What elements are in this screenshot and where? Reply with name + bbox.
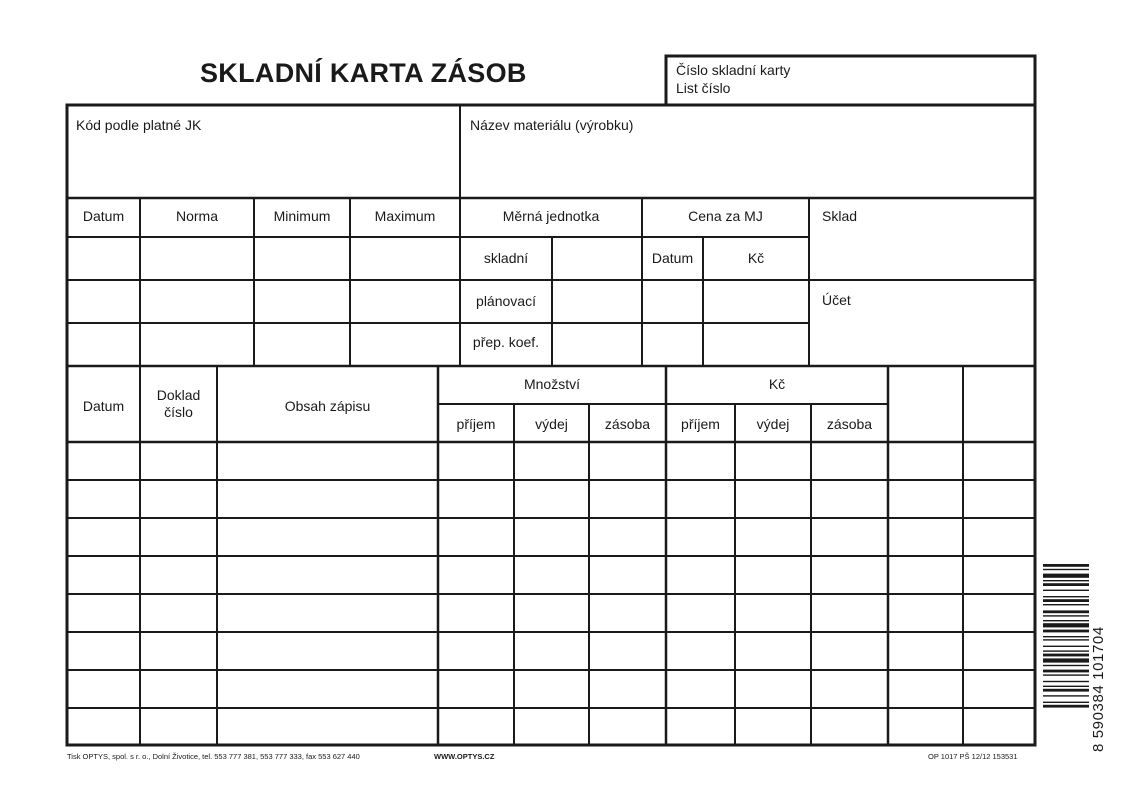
price-header: Cena za MJ bbox=[688, 208, 763, 224]
printer-info: Tisk OPTYS, spol. s r. o., Dolní Životice, tel. 553 777 381, 553 777 333, fax 553 627 440 bbox=[67, 752, 360, 761]
website-link[interactable]: WWW.OPTYS.CZ bbox=[434, 752, 495, 761]
ledger-row[interactable] bbox=[69, 520, 1033, 556]
barcode-bar bbox=[1043, 705, 1089, 708]
ledger-row[interactable] bbox=[69, 634, 1033, 670]
params-norm-header: Norma bbox=[175, 208, 218, 224]
ledger-row[interactable] bbox=[69, 672, 1033, 708]
barcode-bar bbox=[1043, 610, 1089, 613]
barcode-bar bbox=[1043, 702, 1089, 703]
barcode-bar bbox=[1043, 674, 1089, 675]
code-field[interactable] bbox=[70, 136, 458, 196]
params-minimum-header: Minimum bbox=[273, 208, 331, 224]
barcode-bar bbox=[1043, 623, 1089, 627]
quantity-stock-header: zásoba bbox=[604, 416, 651, 432]
sheet-number-label: List číslo bbox=[676, 80, 731, 96]
barcode-bar bbox=[1043, 689, 1089, 692]
ledger-row[interactable] bbox=[69, 710, 1033, 743]
barcode-bar bbox=[1043, 654, 1089, 657]
card-number-field[interactable] bbox=[800, 58, 1030, 103]
barcode-bar bbox=[1043, 695, 1089, 696]
barcode-bar bbox=[1043, 658, 1089, 662]
barcode-bar bbox=[1043, 665, 1089, 666]
params-date-header: Datum bbox=[82, 208, 125, 224]
barcode-bar bbox=[1043, 574, 1089, 578]
barcode-bars bbox=[1043, 562, 1089, 752]
barcode-bar bbox=[1043, 564, 1089, 567]
barcode-bar bbox=[1043, 646, 1089, 647]
unit-row-warehouse: skladní bbox=[483, 250, 529, 266]
barcode-bar bbox=[1043, 630, 1089, 633]
ledger-row[interactable] bbox=[69, 482, 1033, 518]
quantity-issue-header: výdej bbox=[535, 416, 568, 432]
barcode-bar bbox=[1043, 596, 1089, 597]
price-czk-header: Kč bbox=[747, 250, 765, 266]
material-name-label: Název materiálu (výrobku) bbox=[470, 117, 634, 133]
account-label: Účet bbox=[822, 292, 851, 308]
unit-header: Měrná jednotka bbox=[502, 208, 600, 224]
amount-receipt-header: příjem bbox=[681, 416, 720, 432]
price-date-header: Datum bbox=[651, 250, 694, 266]
material-name-field[interactable] bbox=[463, 136, 1033, 196]
ledger-row[interactable] bbox=[69, 596, 1033, 632]
barcode-bar bbox=[1043, 686, 1089, 687]
code-label: Kód podle platné JK bbox=[76, 117, 202, 133]
barcode-bar bbox=[1043, 636, 1089, 637]
quantity-receipt-header: příjem bbox=[456, 416, 496, 432]
barcode-bar bbox=[1043, 580, 1089, 581]
barcode-bar bbox=[1043, 583, 1089, 586]
barcode-bar bbox=[1043, 599, 1089, 602]
barcode-bar bbox=[1043, 569, 1089, 570]
amount-stock-header: zásoba bbox=[826, 416, 873, 432]
barcode-bar bbox=[1043, 590, 1089, 591]
params-maximum-header: Maximum bbox=[374, 208, 436, 224]
barcode-bar bbox=[1043, 681, 1089, 682]
ledger-row[interactable] bbox=[69, 444, 1033, 480]
barcode-bar bbox=[1043, 650, 1089, 651]
unit-row-conversion: přep. koef. bbox=[472, 334, 540, 350]
card-number-label: Číslo skladní karty bbox=[676, 62, 791, 78]
barcode-bar bbox=[1043, 670, 1089, 673]
warehouse-label: Sklad bbox=[822, 208, 858, 224]
barcode-bar bbox=[1043, 615, 1089, 616]
barcode-digits: 8 590384 101704 bbox=[1090, 626, 1107, 752]
amount-issue-header: výdej bbox=[756, 416, 790, 432]
unit-row-planning: plánovací bbox=[476, 293, 536, 309]
amount-header: Kč bbox=[768, 376, 786, 392]
quantity-header: Množství bbox=[523, 376, 580, 392]
ledger-date-header: Datum bbox=[82, 398, 125, 414]
barcode-bar bbox=[1043, 604, 1089, 605]
form-code: OP 1017 PŠ 12/12 153531 bbox=[928, 752, 1018, 761]
form-title: SKLADNÍ KARTA ZÁSOB bbox=[200, 58, 527, 88]
ledger-content-header: Obsah zápisu bbox=[284, 398, 371, 414]
barcode-bar bbox=[1043, 620, 1089, 621]
ledger-document-number-header: číslo bbox=[164, 404, 193, 420]
ledger-row[interactable] bbox=[69, 558, 1033, 594]
barcode-bar bbox=[1043, 639, 1089, 640]
ledger-document-header: Doklad bbox=[156, 387, 201, 403]
